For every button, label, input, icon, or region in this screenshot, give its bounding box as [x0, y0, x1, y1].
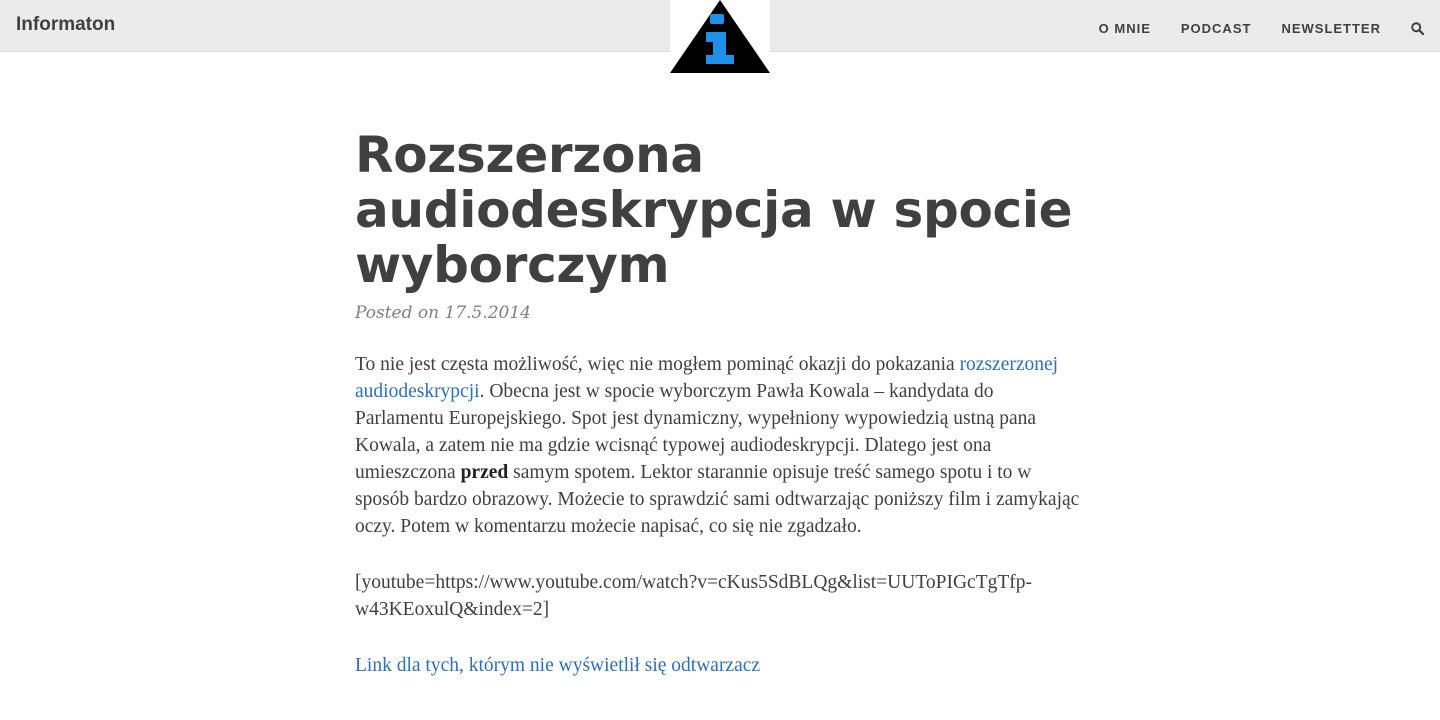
- player-fallback-link[interactable]: Link dla tych, którym nie wyświetlił się odtwarzacz: [355, 655, 761, 676]
- nav-link-newsletter[interactable]: NEWSLETTER: [1281, 20, 1381, 36]
- search-icon: [1411, 22, 1424, 35]
- post-meta: Posted on 17.5.2014: [355, 303, 531, 323]
- audiodescription-link[interactable]: rozszerzonej audiodeskrypcji: [355, 354, 1059, 402]
- emphasis-text: przed: [460, 462, 509, 483]
- main-nav: [1099, 18, 1424, 38]
- nav-link-o-mnie[interactable]: O MNIE: [1098, 20, 1151, 36]
- post-body: [355, 351, 1085, 679]
- info-triangle-icon: [670, 0, 770, 75]
- navbar: [0, 0, 1440, 52]
- site-brand-link[interactable]: Informaton: [16, 14, 116, 35]
- post-title: Rozszerzona audiodeskrypcja w spocie wyborczym: [355, 126, 1073, 294]
- nav-link-podcast[interactable]: PODCAST: [1180, 20, 1252, 36]
- post-content: [355, 128, 1085, 708]
- site-logo[interactable]: [670, 0, 770, 75]
- paragraph-text: To nie jest częsta możliwość, więc nie mogłem pominąć okazji do pokazania: [355, 354, 960, 375]
- paragraph-text: samym spotem. Lektor starannie opisuje treść samego spotu i to w sposób bardzo obrazowy. Możecie to sprawdzić sami odtwarzając poniższy film i zamykając oczy. Potem w komentarzu możecie napisać, co się nie zgadzało.: [355, 462, 1080, 537]
- paragraph-text: . Obecna jest w spocie wyborczym Pawła Kowala – kandydata do Parlamentu Europejskiego. Spot jest dynamiczny, wypełniony wypowiedzią ustną pana Kowala, a zatem nie ma gdzie wcisnąć typowej audiodeskrypcji. Dlatego jest ona umieszczona: [355, 381, 1037, 483]
- search-button[interactable]: [1411, 22, 1424, 35]
- post-paragraph: [355, 351, 1085, 540]
- post-paragraph: [355, 652, 1085, 679]
- youtube-shortcode: [youtube=https://www.youtube.com/watch?v=cKus5SdBLQg&list=UUToPIGcTgTfp-w43KEoxulQ&index=2]: [355, 572, 1033, 620]
